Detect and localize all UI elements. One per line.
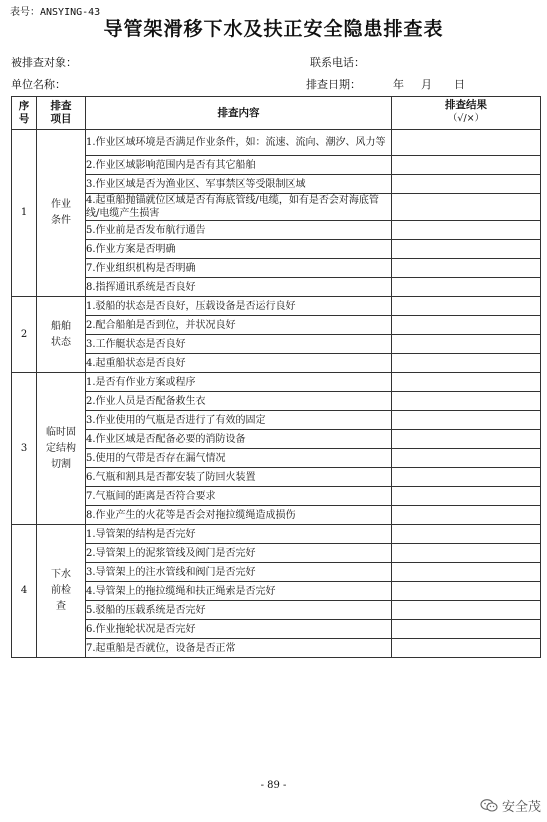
watermark (480, 796, 541, 815)
section-category: 作业条件 (37, 130, 86, 297)
section-category: 船舶状态 (37, 297, 86, 373)
table-row (12, 240, 541, 259)
date-day: 日 (454, 78, 465, 91)
section-category: 临时固定结构切割 (37, 373, 86, 525)
check-item: 2.配合船舶是否到位，并状况良好 (86, 316, 392, 335)
table-row (12, 373, 541, 392)
section-no: 3 (12, 373, 37, 525)
result-cell[interactable] (392, 449, 541, 468)
result-cell[interactable] (392, 468, 541, 487)
check-item: 3.作业区域是否为渔业区、军事禁区等受限制区域 (86, 175, 392, 194)
table-row (12, 316, 541, 335)
section-no: 2 (12, 297, 37, 373)
table-row (12, 487, 541, 506)
table-row (12, 468, 541, 487)
table-row (12, 278, 541, 297)
check-item: 1.是否有作业方案或程序 (86, 373, 392, 392)
header-no: 序号 (12, 97, 37, 130)
watermark-text: 安全茂 (501, 800, 541, 815)
check-item: 6.作业方案是否明确 (86, 240, 392, 259)
table-row (12, 259, 541, 278)
table-row (12, 221, 541, 240)
page-number: - 89 - (260, 780, 287, 791)
section-no: 4 (12, 525, 37, 658)
result-cell[interactable] (392, 316, 541, 335)
table-row (12, 130, 541, 156)
result-cell[interactable] (392, 259, 541, 278)
result-cell[interactable] (392, 194, 541, 221)
check-item: 4.起重船抛锚就位区域是否有海底管线/电缆，如有是否会对海底管线/电缆产生损害 (86, 194, 392, 221)
table-row (12, 601, 541, 620)
table-row (12, 620, 541, 639)
table-row (12, 335, 541, 354)
check-item: 4.起重船状态是否良好 (86, 354, 392, 373)
wechat-icon (480, 799, 498, 812)
result-cell[interactable] (392, 221, 541, 240)
result-cell[interactable] (392, 130, 541, 156)
table-row (12, 411, 541, 430)
check-item: 1.作业区域环境是否满足作业条件，如：流速、流向、潮汐、风力等 (86, 130, 392, 156)
table-row (12, 639, 541, 658)
table-row (12, 525, 541, 544)
result-cell[interactable] (392, 156, 541, 175)
table-header-row (12, 97, 541, 130)
inspection-table (11, 96, 541, 658)
section-no: 1 (12, 130, 37, 297)
date-year: 年 (393, 78, 404, 91)
result-cell[interactable] (392, 354, 541, 373)
result-cell[interactable] (392, 563, 541, 582)
header-result: 排查结果 （√/×） (392, 97, 541, 130)
check-item: 3.导管架上的注水管线和阀门是否完好 (86, 563, 392, 582)
inspected-party-label: 被排查对象： (11, 56, 77, 69)
check-item: 5.驳船的压载系统是否完好 (86, 601, 392, 620)
check-item: 7.作业组织机构是否明确 (86, 259, 392, 278)
result-cell[interactable] (392, 506, 541, 525)
result-cell[interactable] (392, 335, 541, 354)
result-cell[interactable] (392, 525, 541, 544)
check-item: 4.导管架上的拖拉缆绳和扶正绳索是否完好 (86, 582, 392, 601)
result-cell[interactable] (392, 487, 541, 506)
table-row (12, 506, 541, 525)
check-item: 1.导管架的结构是否完好 (86, 525, 392, 544)
result-cell[interactable] (392, 544, 541, 563)
section-category: 下水前检查 (37, 525, 86, 658)
table-row (12, 194, 541, 221)
table-row (12, 582, 541, 601)
header-content: 排查内容 (86, 97, 392, 130)
phone-label: 联系电话： (310, 56, 365, 69)
result-cell[interactable] (392, 620, 541, 639)
table-row (12, 563, 541, 582)
table-row (12, 297, 541, 316)
unit-name-label: 单位名称： (11, 78, 66, 91)
table-row (12, 392, 541, 411)
check-item: 5.使用的气带是否存在漏气情况 (86, 449, 392, 468)
check-item: 7.气瓶间的距离是否符合要求 (86, 487, 392, 506)
result-cell[interactable] (392, 240, 541, 259)
result-cell[interactable] (392, 582, 541, 601)
check-item: 8.作业产生的火花等是否会对拖拉缆绳造成损伤 (86, 506, 392, 525)
header-category: 排查项目 (37, 97, 86, 130)
check-item: 2.作业区域影响范围内是否有其它船舶 (86, 156, 392, 175)
check-item: 1.驳船的状态是否良好，压载设备是否运行良好 (86, 297, 392, 316)
check-item: 2.导管架上的泥浆管线及阀门是否完好 (86, 544, 392, 563)
result-cell[interactable] (392, 601, 541, 620)
check-item: 3.工作艇状态是否良好 (86, 335, 392, 354)
check-item: 6.作业拖轮状况是否完好 (86, 620, 392, 639)
result-cell[interactable] (392, 430, 541, 449)
check-item: 4.作业区域是否配备必要的消防设备 (86, 430, 392, 449)
form-code: 表号：ANSYING-43 (10, 7, 101, 18)
result-cell[interactable] (392, 392, 541, 411)
document-title: 导管架滑移下水及扶正安全隐患排查表 (103, 18, 444, 40)
table-row (12, 544, 541, 563)
check-item: 6.气瓶和割具是否都安装了防回火装置 (86, 468, 392, 487)
table-row (12, 175, 541, 194)
table-row (12, 354, 541, 373)
result-cell[interactable] (392, 278, 541, 297)
date-month: 月 (421, 78, 432, 91)
table-row (12, 156, 541, 175)
table-row (12, 430, 541, 449)
check-item: 5.作业前是否发布航行通告 (86, 221, 392, 240)
table-row (12, 449, 541, 468)
result-cell[interactable] (392, 373, 541, 392)
date-label: 排查日期： (306, 78, 361, 91)
result-cell[interactable] (392, 411, 541, 430)
check-item: 3.作业使用的气瓶是否进行了有效的固定 (86, 411, 392, 430)
result-cell[interactable] (392, 639, 541, 658)
check-item: 7.起重船是否就位，设备是否正常 (86, 639, 392, 658)
check-item: 8.指挥通讯系统是否良好 (86, 278, 392, 297)
check-item: 2.作业人员是否配备救生衣 (86, 392, 392, 411)
result-cell[interactable] (392, 297, 541, 316)
result-cell[interactable] (392, 175, 541, 194)
